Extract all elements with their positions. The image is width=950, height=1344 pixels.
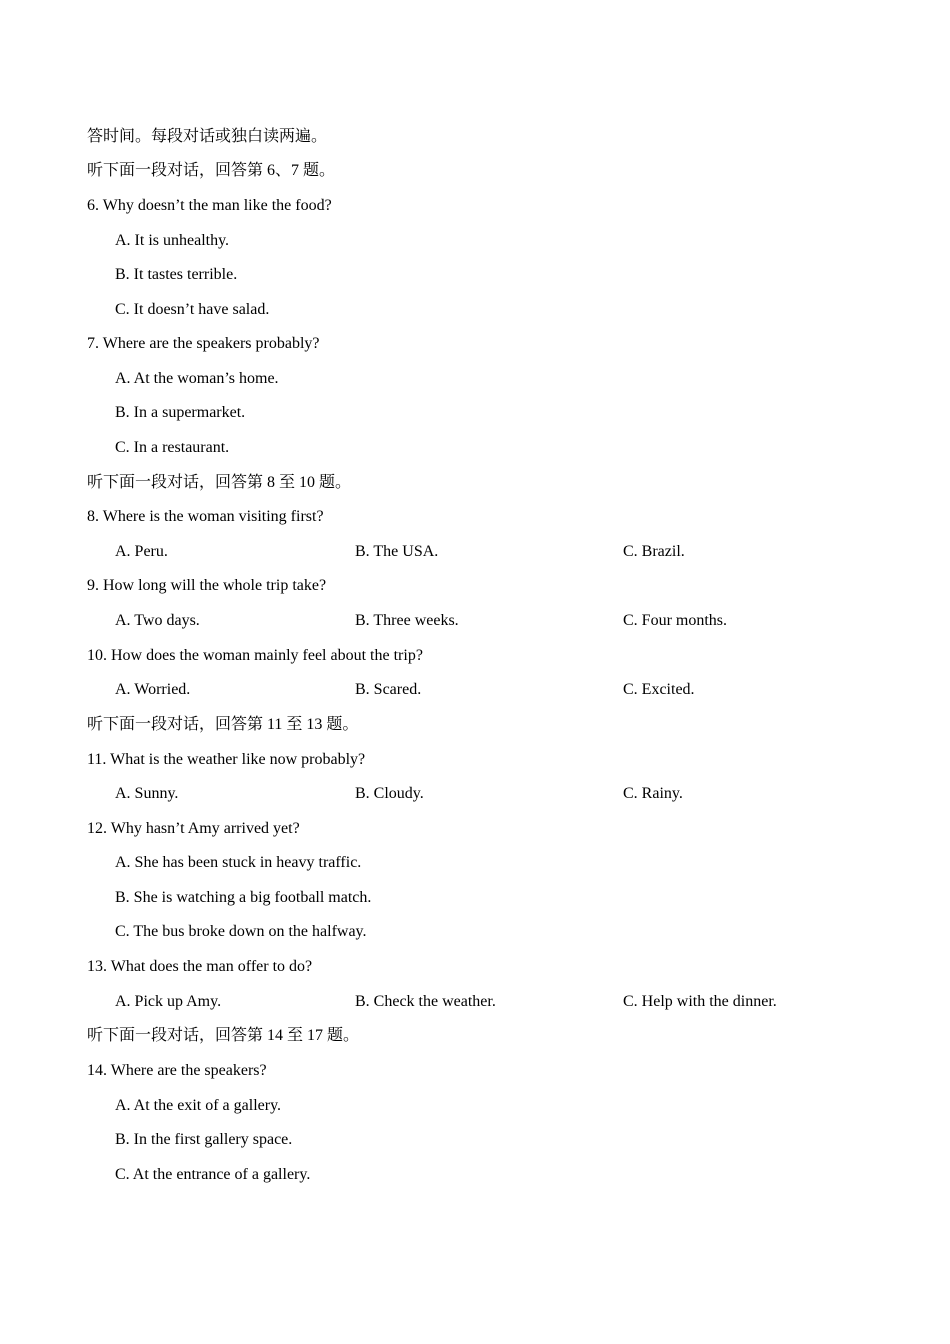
option-c: C. At the entrance of a gallery. bbox=[115, 1166, 311, 1183]
question-stem: 12. Why hasn’t Amy arrived yet? bbox=[87, 820, 300, 837]
question-stem: 8. Where is the woman visiting first? bbox=[87, 508, 324, 525]
option-c: C. Excited. bbox=[623, 681, 695, 698]
option-a: A. Peru. bbox=[115, 543, 168, 560]
option-b: B. She is watching a big football match. bbox=[115, 889, 372, 906]
question-stem: 11. What is the weather like now probably? bbox=[87, 751, 366, 768]
option-a: A. Worried. bbox=[115, 681, 191, 698]
section-header: 听下面一段对话，回答第 11 至 13 题。 bbox=[87, 716, 359, 733]
question-stem: 9. How long will the whole trip take? bbox=[87, 577, 327, 594]
option-c: C. The bus broke down on the halfway. bbox=[115, 923, 367, 940]
section-header: 听下面一段对话，回答第 8 至 10 题。 bbox=[87, 474, 352, 491]
question-stem: 6. Why doesn’t the man like the food? bbox=[87, 197, 332, 214]
option-a: A. She has been stuck in heavy traffic. bbox=[115, 854, 362, 871]
question-stem: 7. Where are the speakers probably? bbox=[87, 335, 320, 352]
option-b: B. The USA. bbox=[355, 543, 439, 560]
option-b: B. Three weeks. bbox=[355, 612, 459, 629]
option-c: C. Four months. bbox=[623, 612, 728, 629]
option-b: B. In a supermarket. bbox=[115, 404, 246, 421]
section-header: 听下面一段对话，回答第 6、7 题。 bbox=[87, 162, 336, 179]
option-b: B. Scared. bbox=[355, 681, 422, 698]
option-a: A. It is unhealthy. bbox=[115, 232, 230, 249]
option-b: B. In the first gallery space. bbox=[115, 1131, 293, 1148]
option-c: C. It doesn’t have salad. bbox=[115, 301, 270, 318]
option-b: B. Cloudy. bbox=[355, 785, 424, 802]
section-header: 听下面一段对话，回答第 14 至 17 题。 bbox=[87, 1027, 360, 1044]
question-stem: 14. Where are the speakers? bbox=[87, 1062, 267, 1079]
question-stem: 13. What does the man offer to do? bbox=[87, 958, 313, 975]
option-a: A. Pick up Amy. bbox=[115, 993, 222, 1010]
option-c: C. Help with the dinner. bbox=[623, 993, 777, 1010]
option-a: A. Sunny. bbox=[115, 785, 179, 802]
option-a: A. At the exit of a gallery. bbox=[115, 1097, 282, 1114]
option-a: A. At the woman’s home. bbox=[115, 370, 279, 387]
question-stem: 10. How does the woman mainly feel about the trip? bbox=[87, 647, 423, 664]
instructions-line: 答时间。每段对话或独白读两遍。 bbox=[87, 128, 328, 145]
option-b: B. Check the weather. bbox=[355, 993, 496, 1010]
option-c: C. In a restaurant. bbox=[115, 439, 230, 456]
option-a: A. Two days. bbox=[115, 612, 200, 629]
option-b: B. It tastes terrible. bbox=[115, 266, 238, 283]
option-c: C. Brazil. bbox=[623, 543, 685, 560]
option-c: C. Rainy. bbox=[623, 785, 683, 802]
